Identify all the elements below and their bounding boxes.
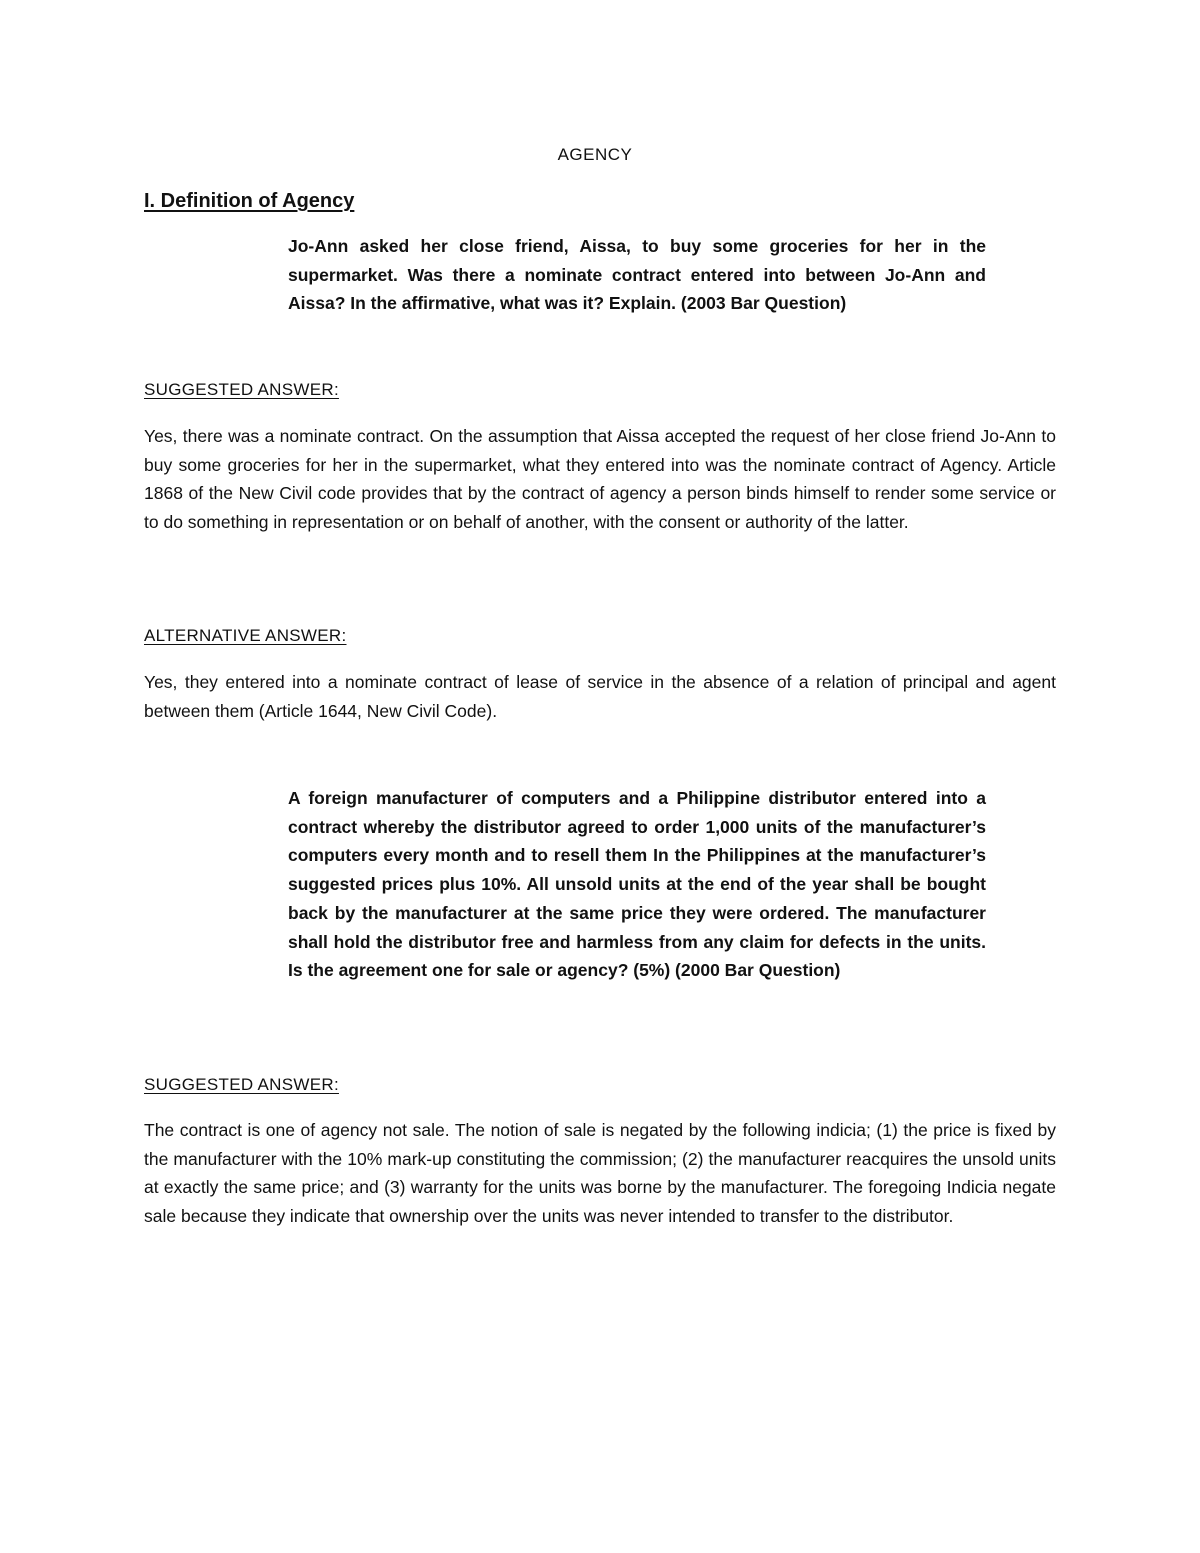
suggested-answer-label: SUGGESTED ANSWER: — [144, 380, 339, 399]
section-heading: I. Definition of Agency — [144, 190, 355, 212]
bar-question-2000: A foreign manufacturer of computers and a Philippine distributor entered into a contract whereby the distributor agreed to order 1,000 units of the manufacturer’s computers every month and to resell them In the Philippines at the manufacturer’s suggested prices plus 10%. All unsold units at the end of the year shall be bought back by the manufacturer at the same price they were ordered. The manufacturer shall hold the distributor free and harmless from any claim for defects in the units. Is the agreement one for sale or agency? (5%) (2000 Bar Question) — [288, 788, 986, 981]
bar-question-2003: Jo-Ann asked her close friend, Aissa, to buy some groceries for her in the supermarket. Was there a nominate contract entered into between Jo-Ann and Aissa? In the affirmative, what was it? Explain. (2003 Bar Question) — [288, 236, 986, 314]
suggested-answer-text-2: The contract is one of agency not sale. The notion of sale is negated by the following indicia; (1) the price is fixed by the manufacturer with the 10% mark-up constituting the commission; (2) the manufacturer reacquires the unsold units at exactly the same price; and (3) warranty for the units was borne by the manufacturer. The foregoing Indicia negate sale because they indicate that ownership over the units was never intended to transfer to the distributor. — [144, 1120, 1056, 1227]
alternative-answer-text: Yes, they entered into a nominate contract of lease of service in the absence of a relation of principal and agent between them (Article 1644, New Civil Code). — [144, 672, 1056, 721]
suggested-answer-text: Yes, there was a nominate contract. On the assumption that Aissa accepted the request of her close friend Jo-Ann to buy some groceries for her in the supermarket, what they entered into was the nominate contract of Agency. Article 1868 of the New Civil code provides that by the contract of agency a person binds himself to render some service or to do something in representation or on behalf of another, with the consent or authority of the latter. — [144, 426, 1056, 533]
alternative-answer-label: ALTERNATIVE ANSWER: — [144, 626, 347, 645]
suggested-answer-label-2: SUGGESTED ANSWER: — [144, 1075, 339, 1094]
document-title: AGENCY — [557, 145, 633, 164]
